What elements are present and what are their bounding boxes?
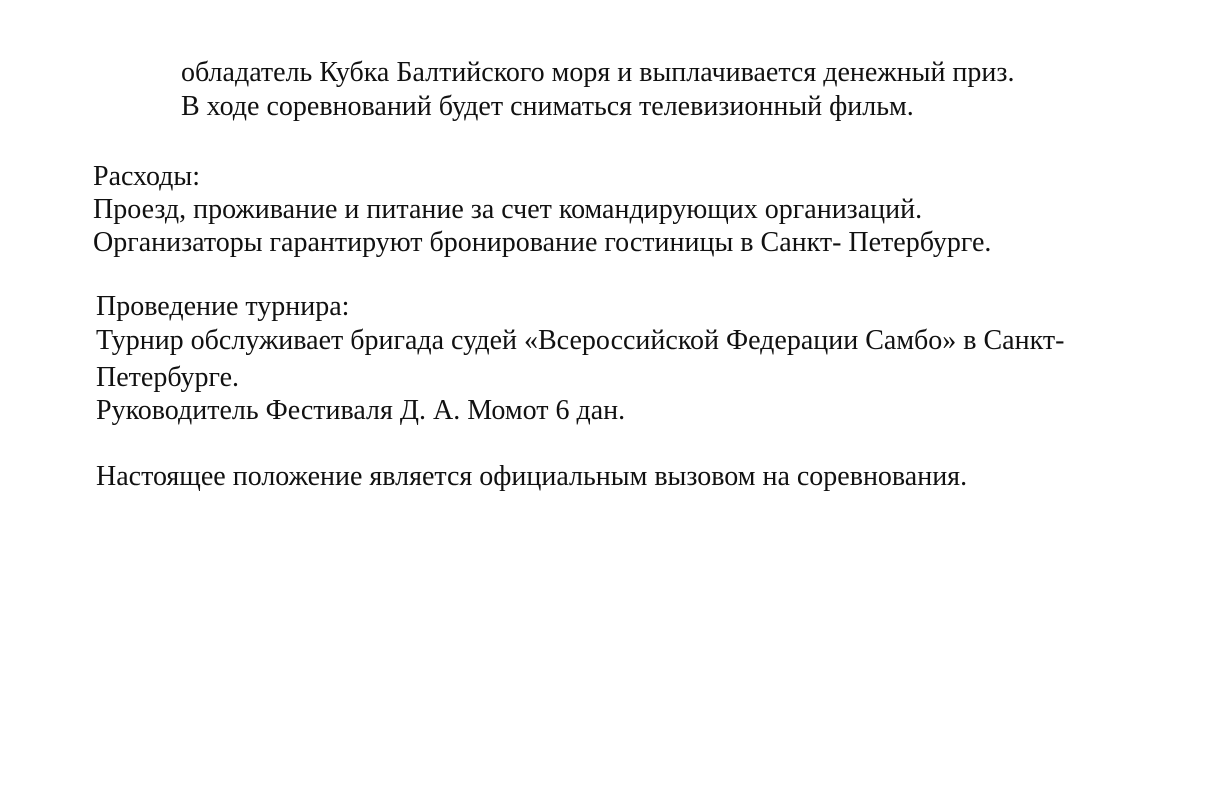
- expenses-travel-line: Проезд, проживание и питание за счет командирующих организаций.: [93, 194, 923, 225]
- official-invitation-line: Настоящее положение является официальным вызовом на соревнования.: [96, 461, 968, 492]
- tv-film-text-line: В ходе соревнований будет сниматься телевизионный фильм.: [181, 91, 914, 122]
- expenses-hotel-line: Организаторы гарантируют бронирование гостиницы в Санкт- Петербурге.: [93, 227, 992, 258]
- tournament-referees-line-continued: Петербурге.: [96, 362, 240, 393]
- tournament-heading: Проведение турнира:: [96, 291, 350, 322]
- tournament-referees-line: Турнир обслуживает бригада судей «Всероссийской Федерации Самбо» в Санкт-: [96, 325, 1065, 356]
- festival-director-line: Руководитель Фестиваля Д. А. Момот 6 дан.: [96, 395, 626, 426]
- prize-text-line: обладатель Кубка Балтийского моря и выплачивается денежный приз.: [181, 57, 1015, 88]
- expenses-heading: Расходы:: [93, 161, 201, 192]
